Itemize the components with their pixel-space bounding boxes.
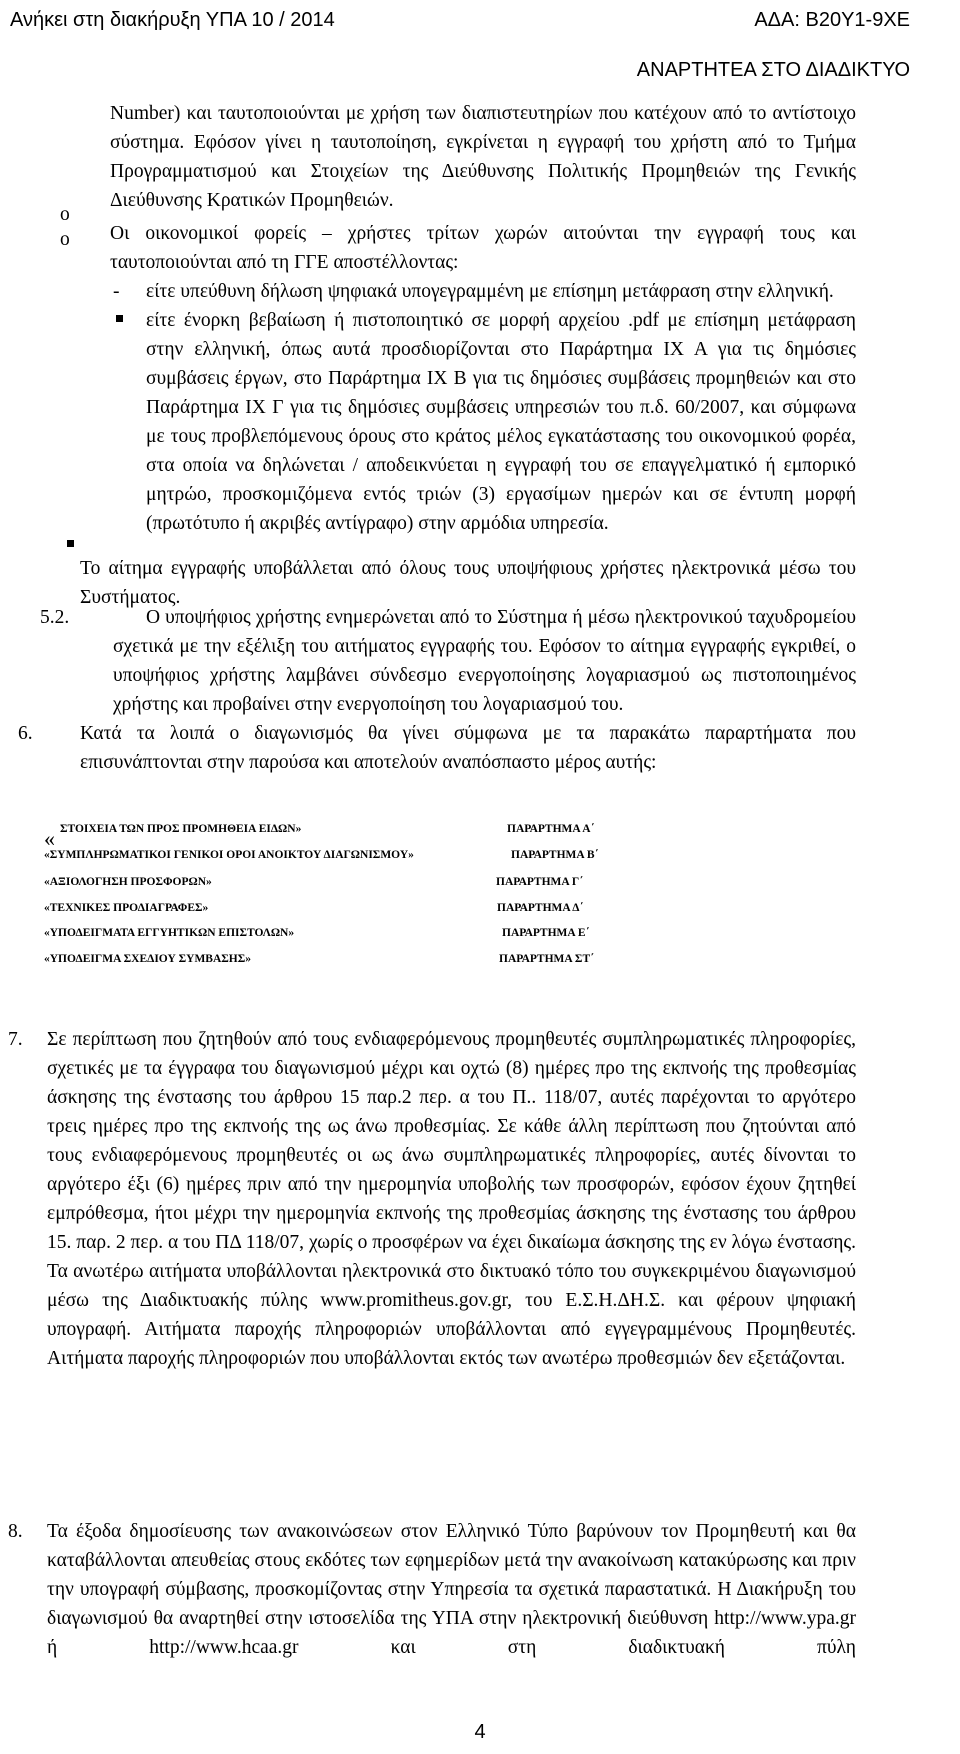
section-5-2-number: 5.2. [40,607,70,628]
intro-paragraph: Number) και ταυτοποιούνται με χρήση των διαπιστευτηρίων που κατέχουν από το αντίστοιχο σύστημα. Εφόσον γίνει η ταυτοποίηση, εγκρίνεται η εγγραφή του χρήστη από το Τμήμα Προγραμματισμού και Στοιχείων της Διεύθυνσης Πολιτικής Προμηθειών της Γενικής Διεύθυνσης Κρατικών Προμηθειών. [110,103,856,211]
section-8-text: Τα έξοδα δημοσίευσης των ανακοινώσεων στον Ελληνικό Τύπο βαρύνουν τον Προμηθευτή και θα καταβάλλονται απευθείας στους εκδότες των εφημερίδων μετά την ανακοίνωση κατακύρωσης και πριν την υπογραφή σύμβασης, προσκομίζοντας στην Υπηρεσία τα σχετικά παραστατικά. Η Διακήρυξη του διαγωνισμού θα αναρτηθεί στην ιστοσελίδα της ΥΠΑ στην ηλεκτρονική διεύθυνση http://www.ypa.gr ή http://www.hcaa.gr και στη διαδικτυακή πύλη [47,1521,856,1658]
square-bullet-icon [67,540,74,547]
appendix-label: «ΥΠΟΔΕΙΓΜΑΤΑ ΕΓΓΥΗΤΙΚΩΝ ΕΠΙΣΤΟΛΩΝ» [44,927,295,939]
appendix-annex: ΠΑΡΑΡΤΗΜΑ Δ΄ [497,902,584,914]
appendix-open-quote: « [44,826,55,851]
appendix-annex: ΠΑΡΑΡΤΗΜΑ Ε΄ [502,927,590,939]
application-paragraph: Το αίτημα εγγραφής υποβάλλεται από όλους τους υποψήφιους χρήστες ηλεκτρονικά μέσω του Συστήματος. [80,558,856,608]
appendix-annex: ΠΑΡΑΡΤΗΜΑ Β΄ [511,849,599,861]
page-number: 4 [474,1721,486,1743]
appendix-label: «ΣΥΜΠΛΗΡΩΜΑΤΙΚΟΙ ΓΕΝΙΚΟΙ ΟΡΟΙ ΑΝΟΙΚΤΟΥ ΔΙΑΓΩΝΙΣΜΟΥ» [44,849,414,861]
header-posting-note: ΑΝΑΡΤΗΤΕΑ ΣΤΟ ΔΙΑΔΙΚΤΥΟ [636,59,910,81]
sworn-statement-text: είτε ένορκη βεβαίωση ή πιστοποιητικό σε μορφή αρχείου .pdf με επίσημη μετάφραση στην ελληνική, όπως αυτά προσδιορίζονται στο Παράρτημα IX A για τις δημόσιες συμβάσεις έργων, στο Παράρτημα IX B για τις δημόσιες συμβάσεις προμηθειών και στο Παράρτημα IX Γ για τις δημόσιες συμβάσεις υπηρεσιών του π.δ. 60/2007, και σύμφωνα με τους προβλεπόμενους όρους στο κράτος μέλος εγκατάστασης του οικονομικού φορέα, στα οποία να δηλώνεται / αποδεικνύεται η εγγραφή του σε επαγγελματικό ή εμπορικό μητρώο, προσκομιζόμενα εντός τριών (3) εργασίμων ημερών και σε έντυπη μορφή (πρωτότυπο ή ακριβές αντίγραφο) στην αρμόδια υπηρεσία. [146,310,856,534]
appendix-label: ΣΤΟΙΧΕΙΑ ΤΩΝ ΠΡΟΣ ΠΡΟΜΗΘΕΙΑ ΕΙΔΩΝ» [60,823,302,835]
appendix-annex: ΠΑΡΑΡΤΗΜΑ Α΄ [507,823,595,835]
section-7-number: 7. [8,1029,23,1050]
appendix-label: «ΤΕΧΝΙΚΕΣ ΠΡΟΔΙΑΓΡΑΦΕΣ» [44,902,209,914]
header-decree-ref: Ανήκει στη διακήρυξη ΥΠΑ 10 / 2014 [10,9,335,31]
section-6-text: Κατά τα λοιπά ο διαγωνισμός θα γίνει σύμφωνα με τα παρακάτω παραρτήματα που επισυνάπτονται στην παρούσα και αποτελούν αναπόσπαστο μέρος αυτής: [80,723,856,773]
appendix-label: «ΑΞΙΟΛΟΓΗΣΗ ΠΡΟΣΦΟΡΩΝ» [44,876,212,888]
square-bullet-icon [116,315,123,322]
section-7-text: Σε περίπτωση που ζητηθούν από τους ενδιαφερόμενους προμηθευτές συμπληρωματικές πληροφορίες, σχετικές με τα έγγραφα του διαγωνισμού μέχρι και οχτώ (8) ημέρες προ της εκπνοής της προθεσμίας άσκησης της ένστασης του άρθρου 15 παρ.2 περ. α του Π.. 118/07, αυτές παρέχονται το αργότερο τρεις ημέρες προ της εκπνοής της ως άνω προθεσμίας. Σε κάθε άλλη περίπτωση που ζητούνται από τους ενδιαφερόμενους προμηθευτές οι ως άνω συμπληρωματικές πληροφορίες, αυτές δίνονται το αργότερο έξι (6) ημέρες πριν από την ημερομηνία υποβολής των προσφορών, εφόσον έχουν ζητηθεί εμπρόθεσμα, ήτοι μέχρι την ημερομηνία εκπνοής της προθεσμίας άσκησης της ένστασης του άρθρου 15. παρ. 2 περ. α του ΠΔ 118/07, χωρίς ο προσφέρων να έχει δικαίωμα άσκησης της εν λόγω ένστασης. Τα ανωτέρω αιτήματα υποβάλλονται ηλεκτρονικά στο δικτυακό τόπο του συγκεκριμένου διαγωνισμού μέσω της Διαδικτυακής πύλης www.promitheus.gov.gr, του Ε.Σ.Η.ΔΗ.Σ. και φέρουν ψηφιακή υπογραφή. Αιτήματα παροχής πληροφοριών υποβάλλονται από εγγεγραμμένους Προμηθευτές. Αιτήματα παροχής πληροφοριών που υποβάλλονται εκτός των ανωτέρω προθεσμιών δεν εξετάζονται. [47,1029,856,1369]
third-country-bullet-marker: o [60,229,70,250]
header-ada-code: ΑΔΑ: Β20Υ1-9ΧΕ [754,9,910,31]
third-country-paragraph: Οι οικονομικοί φορείς – χρήστες τρίτων χωρών αιτούνται την εγγραφή τους και ταυτοποιούνται από τη ΓΓΕ αποστέλλοντας: [110,223,856,273]
appendix-annex: ΠΑΡΑΡΤΗΜΑ ΣΤ΄ [499,953,594,965]
empty-bullet-marker: o [60,204,70,225]
dash-marker: - [113,281,120,302]
section-5-2-text: Ο υποψήφιος χρήστης ενημερώνεται από το Σύστημα ή μέσω ηλεκτρονικού ταχυδρομείου σχετικά με την εξέλιξη του αιτήματος εγγραφής του. Εφόσον το αίτημα εγγραφής εγκριθεί, ο υποψήφιος χρήστης λαμβάνει σύνδεσμο ενεργοποίησης λογαριασμού ως πιστοποιημένος χρήστης και προβαίνει στην ενεργοποίηση του λογαριασμού του. [113,607,856,715]
appendix-label: «ΥΠΟΔΕΙΓΜΑ ΣΧΕΔΙΟΥ ΣΥΜΒΑΣΗΣ» [44,953,252,965]
appendix-annex: ΠΑΡΑΡΤΗΜΑ Γ΄ [496,876,584,888]
section-8-number: 8. [8,1521,23,1542]
dash-item-text: είτε υπεύθυνη δήλωση ψηφιακά υπογεγραμμένη με επίσημη μετάφραση στην ελληνική. [146,281,834,302]
section-6-number: 6. [18,723,33,744]
